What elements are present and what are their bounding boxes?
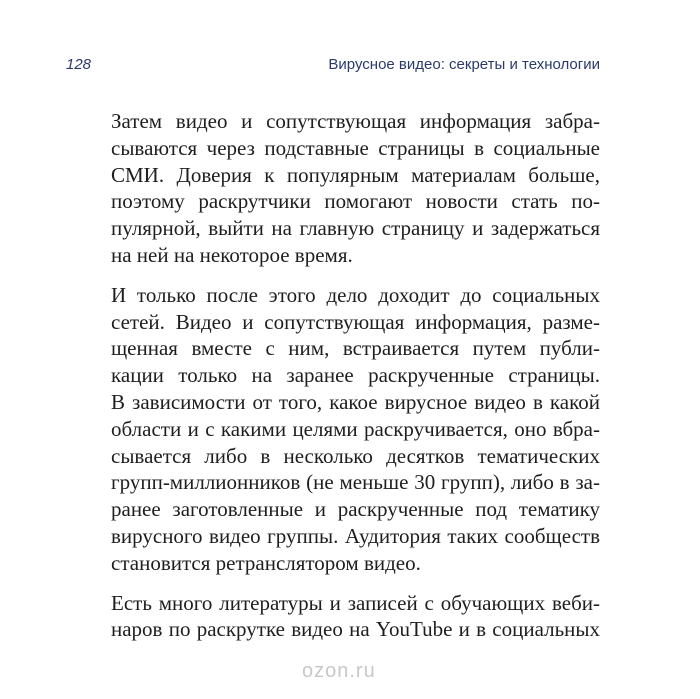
text-line: вирусного видео группы. Аудитория таких сообществ [111, 523, 600, 548]
running-title: Вирусное видео: секреты и технологии [328, 56, 600, 73]
text-line: щенная вместе с ним, встраивается путем публи- [111, 336, 600, 361]
text-line: Затем видео и сопутствующая информация забра- [111, 109, 600, 133]
text-line: пулярной, выйти на главную страницу и задержаться [111, 216, 600, 241]
watermark: ozon.ru [302, 660, 376, 682]
text-line: ранее заготовленные и раскрученные под тематику [111, 497, 600, 522]
paragraph [111, 590, 600, 644]
text-line: Есть много литературы и записей с обучающих веби- [111, 590, 600, 615]
text-line: наров по раскрутке видео на YouTube и в социальных [111, 617, 600, 642]
text-line: становится ретранслятором видео. [111, 550, 421, 575]
text-line: СМИ. Доверия к популярным материалам больше, [111, 162, 600, 187]
text-line: В зависимости от того, какое вирусное видео в какой [111, 389, 600, 414]
text-line: области и с какими целями раскручивается, оно вбра- [111, 416, 600, 441]
text-line: групп-миллионников (не меньше 30 групп), либо в за- [111, 470, 600, 495]
body-text [111, 108, 600, 656]
text-line: сетей. Видео и сопутствующая информация, разме- [111, 309, 600, 334]
page-number: 128 [66, 56, 92, 73]
text-line: сываются через подставные страницы в социальные [111, 135, 600, 160]
text-line: кации только на заранее раскрученные страницы. [111, 363, 600, 388]
paragraph [111, 108, 600, 269]
paragraph [111, 282, 600, 577]
text-line: сывается либо в несколько десятков тематических [111, 443, 600, 468]
text-line: поэтому раскрутчики помогают новости стать по- [111, 189, 600, 214]
text-line: на ней на некоторое время. [111, 242, 353, 267]
text-line: И только после этого дело доходит до социальных [111, 282, 600, 307]
